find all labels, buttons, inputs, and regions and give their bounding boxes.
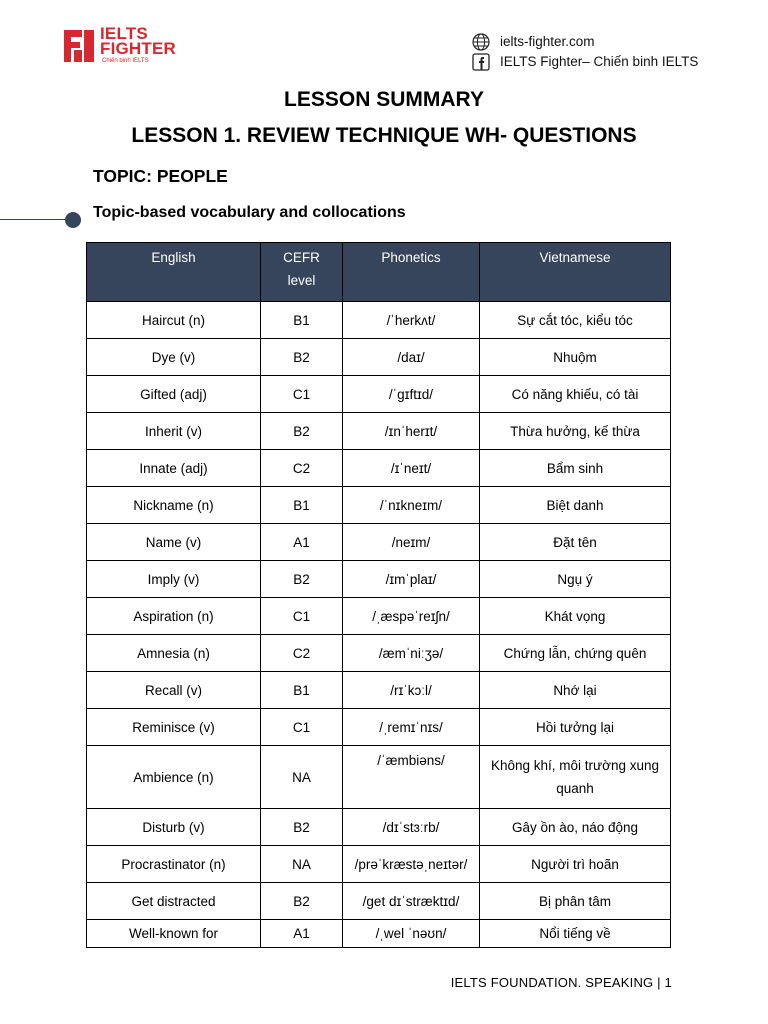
topic-heading: TOPIC: PEOPLE	[93, 166, 228, 186]
cell-vietnamese: Khát vọng	[480, 598, 671, 635]
page-title: LESSON SUMMARY	[284, 88, 484, 111]
cell-phonetics: /ˌremɪˈnɪs/	[343, 709, 480, 746]
table-header-row	[87, 243, 671, 302]
cell-english: Amnesia (n)	[87, 635, 261, 672]
cell-vietnamese: Nhuộm	[480, 339, 671, 376]
table-row	[87, 746, 671, 809]
cell-english: Aspiration (n)	[87, 598, 261, 635]
section-heading: Topic-based vocabulary and collocations	[93, 204, 406, 221]
cell-phonetics: /ɪnˈherɪt/	[343, 413, 480, 450]
cell-phonetics: /prəˈkræstəˌneɪtər/	[343, 846, 480, 883]
table-row	[87, 846, 671, 883]
logo-tagline: Chiến binh IELTS	[102, 58, 149, 64]
cell-phonetics: /ˈɡɪftɪd/	[343, 376, 480, 413]
cell-cefr: A1	[261, 920, 343, 948]
cell-english: Get distracted	[87, 883, 261, 920]
cell-cefr: NA	[261, 746, 343, 809]
cell-english: Name (v)	[87, 524, 261, 561]
cell-english: Inherit (v)	[87, 413, 261, 450]
lesson-title: LESSON 1. REVIEW TECHNIQUE WH- QUESTIONS	[131, 124, 637, 147]
facebook-text: IELTS Fighter– Chiến binh IELTS	[500, 54, 699, 69]
cell-phonetics: /ˈherkʌt/	[343, 302, 480, 339]
cell-phonetics: /neɪm/	[343, 524, 480, 561]
cell-english: Haircut (n)	[87, 302, 261, 339]
cell-phonetics: /ɪmˈplaɪ/	[343, 561, 480, 598]
cell-phonetics: /rɪˈkɔːl/	[343, 672, 480, 709]
ielts-fighter-logo	[62, 26, 192, 70]
cell-english: Gifted (adj)	[87, 376, 261, 413]
cell-english: Dye (v)	[87, 339, 261, 376]
cell-cefr: B2	[261, 339, 343, 376]
decorative-dot	[65, 212, 81, 228]
cell-vietnamese: Thừa hưởng, kế thừa	[480, 413, 671, 450]
facebook-icon	[472, 53, 490, 71]
cell-cefr: B2	[261, 883, 343, 920]
cell-english: Nickname (n)	[87, 487, 261, 524]
cell-cefr: B2	[261, 413, 343, 450]
cell-vietnamese: Bẩm sinh	[480, 450, 671, 487]
table-row	[87, 598, 671, 635]
cell-english: Reminisce (v)	[87, 709, 261, 746]
cell-vietnamese: Người trì hoãn	[480, 846, 671, 883]
website-text: ielts-fighter.com	[500, 34, 595, 49]
cell-vietnamese: Biệt danh	[480, 487, 671, 524]
cell-phonetics: /ˈæmbiəns/	[343, 746, 480, 809]
fighter-logo-icon	[62, 28, 96, 64]
facebook-link[interactable]	[472, 52, 698, 72]
cell-vietnamese: Chứng lẫn, chứng quên	[480, 635, 671, 672]
cell-phonetics: /æmˈniːʒə/	[343, 635, 480, 672]
vocabulary-table	[86, 242, 671, 948]
logo-line1: IELTS	[100, 24, 148, 43]
cell-vietnamese: Bị phân tâm	[480, 883, 671, 920]
cell-cefr: C1	[261, 376, 343, 413]
cell-cefr: C2	[261, 450, 343, 487]
table-row	[87, 524, 671, 561]
cell-cefr: C1	[261, 598, 343, 635]
cell-cefr: B1	[261, 487, 343, 524]
table-row	[87, 302, 671, 339]
cell-phonetics: /ˌæspəˈreɪʃn/	[343, 598, 480, 635]
cell-phonetics: /ɪˈneɪt/	[343, 450, 480, 487]
table-row	[87, 339, 671, 376]
contact-info	[472, 32, 698, 72]
cell-vietnamese: Đặt tên	[480, 524, 671, 561]
column-header-english: English	[87, 243, 261, 302]
cell-english: Procrastinator (n)	[87, 846, 261, 883]
column-header-phonetics: Phonetics	[343, 243, 480, 302]
website-link[interactable]	[472, 32, 698, 52]
cell-phonetics: /daɪ/	[343, 339, 480, 376]
cell-vietnamese: Không khí, môi trường xung quanh	[480, 746, 671, 809]
cell-english: Recall (v)	[87, 672, 261, 709]
cell-cefr: B1	[261, 302, 343, 339]
cell-phonetics: /dɪˈstɜːrb/	[343, 809, 480, 846]
globe-icon	[472, 33, 490, 51]
cell-phonetics: /ˌwel ˈnəʊn/	[343, 920, 480, 948]
cell-vietnamese: Nổi tiếng về	[480, 920, 671, 948]
page-footer: IELTS FOUNDATION. SPEAKING | 1	[450, 975, 672, 990]
cell-vietnamese: Hồi tưởng lại	[480, 709, 671, 746]
cell-vietnamese: Nhớ lại	[480, 672, 671, 709]
table-row	[87, 883, 671, 920]
decorative-line	[0, 219, 68, 220]
cell-phonetics: /ɡet dɪˈstræktɪd/	[343, 883, 480, 920]
cell-cefr: A1	[261, 524, 343, 561]
cell-vietnamese: Có năng khiếu, có tài	[480, 376, 671, 413]
cell-cefr: C2	[261, 635, 343, 672]
cell-phonetics: /ˈnɪkneɪm/	[343, 487, 480, 524]
table-row	[87, 635, 671, 672]
cell-cefr: C1	[261, 709, 343, 746]
cell-vietnamese: Ngụ ý	[480, 561, 671, 598]
cell-english: Imply (v)	[87, 561, 261, 598]
column-header-cefr: CEFR level	[261, 243, 343, 302]
cell-english: Disturb (v)	[87, 809, 261, 846]
table-row	[87, 672, 671, 709]
table-row	[87, 809, 671, 846]
table-row	[87, 450, 671, 487]
logo-line2: FIGHTER	[100, 39, 177, 58]
cell-english: Ambience (n)	[87, 746, 261, 809]
cell-english: Well-known for	[87, 920, 261, 948]
cell-vietnamese: Gây ồn ào, náo động	[480, 809, 671, 846]
table-row	[87, 561, 671, 598]
cell-cefr: B2	[261, 809, 343, 846]
cell-cefr: NA	[261, 846, 343, 883]
cell-cefr: B1	[261, 672, 343, 709]
table-row	[87, 709, 671, 746]
cell-vietnamese: Sự cắt tóc, kiểu tóc	[480, 302, 671, 339]
table-row	[87, 376, 671, 413]
table-row	[87, 920, 671, 948]
table-row	[87, 413, 671, 450]
cell-english: Innate (adj)	[87, 450, 261, 487]
cell-cefr: B2	[261, 561, 343, 598]
column-header-vietnamese: Vietnamese	[480, 243, 671, 302]
table-row	[87, 487, 671, 524]
